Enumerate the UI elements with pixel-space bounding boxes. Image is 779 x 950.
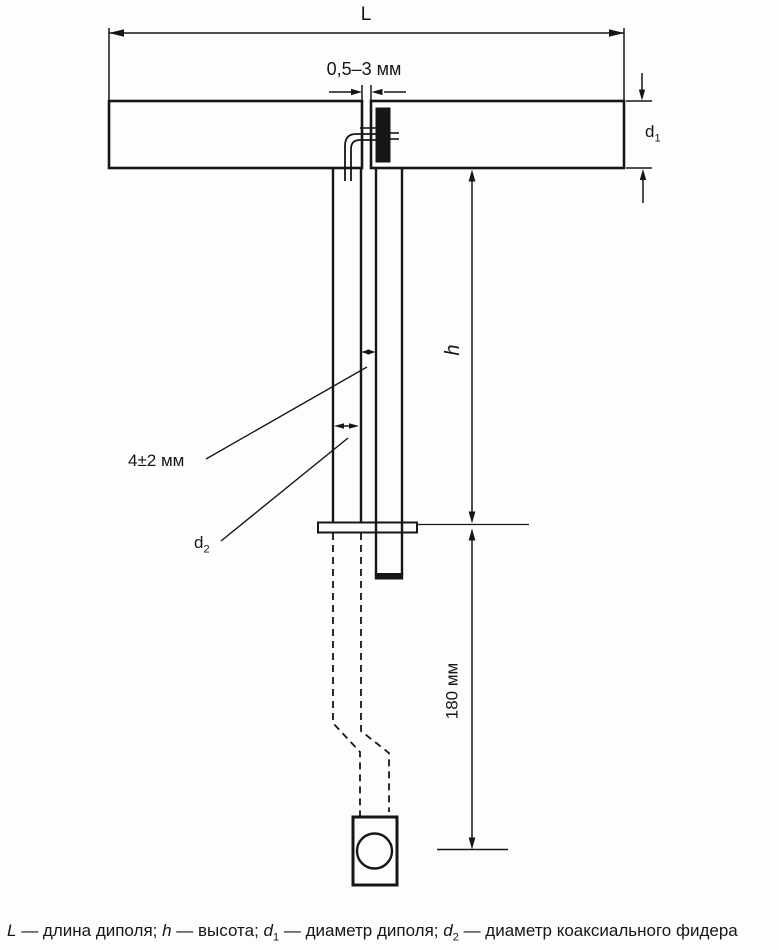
label-feed-gap: 0,5–3 мм: [326, 59, 402, 79]
label-d2-sub: 2: [203, 543, 210, 556]
caption-sub-d1: 1: [273, 931, 280, 944]
stub-tube: [375, 169, 403, 580]
flange-plate: [318, 523, 529, 533]
spacing-dimension-lines: [206, 349, 376, 459]
caption-text-1: — длина диполя;: [16, 921, 163, 940]
label-d1: [645, 122, 661, 145]
caption-var-L: L: [7, 921, 17, 940]
caption-text-2: — высота;: [171, 921, 264, 940]
label-d1-sub: 1: [654, 132, 661, 145]
caption-sub-d2: 2: [452, 931, 459, 944]
label-dipole-length: L: [360, 4, 372, 25]
caption-text-3: — диаметр диполя;: [279, 921, 444, 940]
caption-var-h: h: [162, 921, 172, 940]
gap-dimension-lines: [329, 85, 406, 100]
label-distance-180mm: 180 мм: [442, 662, 462, 720]
connector: [353, 817, 397, 885]
label-height: h: [442, 344, 464, 356]
figure-caption: [7, 920, 777, 944]
label-tube-spacing: 4±2 мм: [128, 451, 185, 470]
label-d1-base: d: [645, 122, 655, 141]
caption-text-4: — диаметр коаксиального фидера: [458, 921, 738, 940]
h-dimension-lines: [469, 170, 476, 524]
label-d2-base: d: [194, 533, 204, 552]
label-d2: [194, 533, 210, 556]
caption-var-d2: d: [443, 921, 453, 940]
caption-var-d1: d: [263, 921, 273, 940]
feeder-tube: [333, 169, 361, 522]
